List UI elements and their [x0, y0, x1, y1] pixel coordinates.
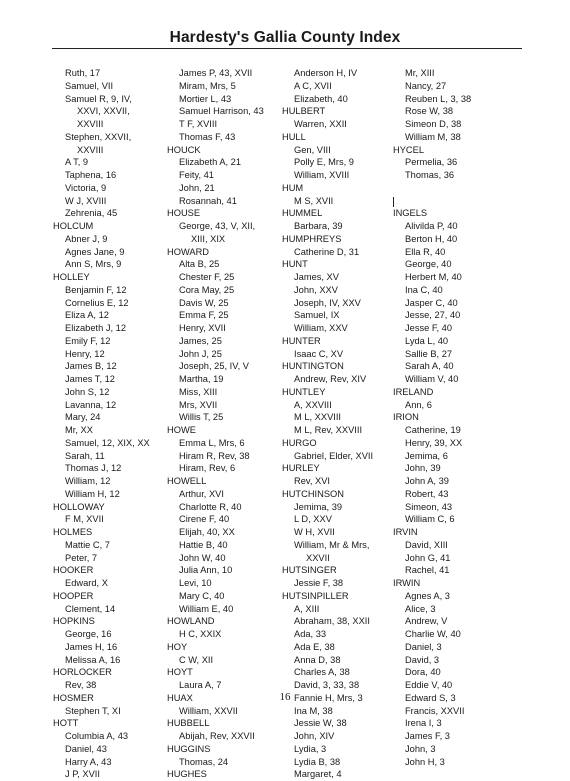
- index-entry: Zehrenia, 45: [65, 208, 118, 219]
- index-entry: Elizabeth, 40: [294, 93, 348, 104]
- index-entry: Miss, XIII: [179, 386, 218, 397]
- index-entry: Edward, X: [65, 578, 108, 588]
- surname-heading: HURLEY: [282, 463, 320, 474]
- index-entry: James, XV: [294, 272, 339, 282]
- surname-heading: HOWLAND: [167, 616, 215, 627]
- surname-heading: HYCEL: [393, 144, 425, 155]
- index-entry: Francis, XXVII: [405, 705, 465, 716]
- index-entry: Lydia B, 38: [294, 756, 341, 767]
- index-entry: Emily F, 12: [65, 335, 111, 346]
- index-column-4: [393, 67, 513, 768]
- index-columns: [0, 67, 570, 780]
- index-entry: Henry, 12: [65, 348, 105, 359]
- index-entry: James F, 3: [405, 731, 450, 741]
- index-entry: Catherine D, 31: [294, 246, 360, 257]
- index-entry: Simeon D, 38: [405, 119, 462, 129]
- surname-heading: HUGGINS: [167, 743, 211, 754]
- section-letter-marker: [393, 195, 513, 208]
- index-entry: Hiram R, Rev, 38: [179, 450, 250, 461]
- index-entry: John, XIV: [294, 731, 335, 741]
- surname-heading: HOSMER: [53, 692, 94, 703]
- index-entry: James B, 12: [65, 361, 117, 372]
- index-entry: Margaret, 4: [294, 769, 342, 780]
- page-title: Hardesty's Gallia County Index: [169, 29, 401, 46]
- index-entry: Stephen T, XI: [65, 705, 121, 716]
- index-entry: Cornelius E, 12: [65, 297, 129, 308]
- surname-heading: HURGO: [282, 437, 317, 448]
- index-entry: F M, XVII: [65, 514, 104, 525]
- index-entry: Jemima, 6: [405, 450, 448, 461]
- index-entry: Daniel, 3: [405, 641, 442, 652]
- surname-heading: HUGHES: [167, 769, 207, 780]
- index-entry: A T, 9: [65, 157, 89, 168]
- index-entry: Elizabeth A, 21: [179, 157, 242, 168]
- index-entry: M L, XXVIII: [294, 412, 342, 423]
- index-entry: Sarah A, 40: [405, 361, 454, 372]
- index-entry: T F, XVIII: [179, 119, 218, 129]
- index-entry: A, XXVIII: [294, 399, 332, 410]
- index-entry: Arthur, XVI: [179, 488, 224, 499]
- index-entry: Abraham, 38, XXII: [294, 616, 370, 627]
- index-entry: Ina C, 40: [405, 284, 443, 295]
- surname-heading: HUNTER: [282, 335, 321, 346]
- index-entry: Agnes Jane, 9: [65, 246, 125, 257]
- index-entry: Abner J, 9: [65, 233, 108, 244]
- index-entry: John, 21: [179, 182, 215, 193]
- index-entry: Jesse, 27, 40: [405, 310, 461, 321]
- index-entry: Joseph, IV, XXV: [294, 297, 361, 308]
- index-entry: XXVIII: [77, 119, 104, 129]
- index-entry: Mary, 24: [65, 412, 101, 423]
- index-entry: Charles A, 38: [294, 667, 350, 678]
- index-entry: Robert, 43: [405, 488, 449, 499]
- index-entry: Nancy, 27: [405, 80, 447, 91]
- index-entry: Joseph, 25, IV, V: [179, 361, 249, 372]
- index-entry: John J, 25: [179, 348, 222, 359]
- surname-heading: HOWARD: [167, 246, 210, 257]
- surname-heading: HOLCUM: [53, 221, 94, 231]
- index-entry: Ann, 6: [405, 399, 432, 410]
- surname-heading: HUNTLEY: [282, 386, 326, 397]
- index-entry: Simeon, 43: [405, 501, 453, 512]
- surname-heading: HUMPHREYS: [282, 233, 342, 244]
- index-entry: Warren, XXII: [294, 119, 347, 129]
- index-entry: Edward S, 3: [405, 692, 456, 703]
- title-rule: [52, 48, 522, 49]
- index-entry: John S, 12: [65, 386, 110, 397]
- index-entry: William, 12: [65, 476, 111, 486]
- index-entry: Henry, XVII: [179, 323, 226, 333]
- index-entry: Permelia, 36: [405, 157, 458, 168]
- index-entry: Benjamin F, 12: [65, 284, 127, 295]
- index-entry: John W, 40: [179, 552, 226, 563]
- index-entry: Stephen, XXVII,: [65, 131, 132, 142]
- surname-heading: HULBERT: [282, 106, 326, 117]
- surname-heading: IRELAND: [393, 386, 434, 397]
- surname-heading: HOOKER: [53, 565, 94, 576]
- index-entry: Ruth, 17: [65, 68, 101, 78]
- index-entry: John G, 41: [405, 552, 451, 563]
- index-entry: Catherine, 19: [405, 425, 461, 435]
- index-entry: Jessie W, 38: [294, 718, 347, 729]
- index-entry: A, XIII: [294, 603, 320, 614]
- index-entry: John, 39: [405, 463, 441, 474]
- surname-heading: HOYT: [167, 667, 193, 678]
- surname-heading: HORLOCKER: [53, 667, 112, 678]
- index-entry: Andrew, V: [405, 616, 448, 627]
- index-entry: Rachel, 41: [405, 565, 450, 576]
- index-entry: Anna D, 38: [294, 654, 341, 665]
- index-entry: Samuel Harrison, 43: [179, 106, 264, 117]
- index-entry: James, 25: [179, 335, 222, 346]
- index-entry: Sarah, 11: [65, 450, 105, 461]
- index-entry: Thomas, 36: [405, 170, 455, 180]
- index-entry: XXVII: [306, 552, 330, 563]
- page-number: 16: [279, 691, 291, 703]
- index-entry: James P, 43, XVII: [179, 68, 253, 78]
- surname-heading: HOLMES: [53, 527, 93, 537]
- index-entry: Reuben L, 3, 38: [405, 93, 472, 104]
- surname-heading: IRWIN: [393, 578, 421, 588]
- index-entry: H C, XXIX: [179, 629, 222, 639]
- index-entry: Henry, 39, XX: [405, 437, 463, 448]
- index-entry: M L, Rev, XXVIII: [294, 425, 363, 435]
- index-entry: Eddie V, 40: [405, 680, 453, 690]
- index-entry: John A, 39: [405, 476, 449, 486]
- index-entry: Thomas J, 12: [65, 463, 122, 474]
- index-entry: Mortier L, 43: [179, 93, 232, 104]
- index-entry: Polly E, Mrs, 9: [294, 157, 354, 168]
- index-entry: A C, XVII: [294, 80, 332, 91]
- index-entry: James T, 12: [65, 374, 115, 384]
- index-entry: Elizabeth J, 12: [65, 323, 126, 333]
- index-entry: Davis W, 25: [179, 297, 229, 308]
- index-entry: Samuel, 12, XIX, XX: [65, 437, 150, 448]
- index-entry: Jemima, 39: [294, 501, 343, 512]
- index-entry: Irena I, 3: [405, 718, 442, 729]
- index-entry: Feity, 41: [179, 170, 214, 180]
- index-entry: Charlotte R, 40: [179, 501, 242, 512]
- index-entry: Alivilda P, 40: [405, 221, 458, 231]
- surname-heading: HULL: [282, 131, 306, 142]
- index-column-3: [282, 67, 397, 781]
- index-entry: Mattie C, 7: [65, 539, 110, 550]
- surname-heading: IRION: [393, 412, 419, 423]
- index-entry: George, 40: [405, 259, 452, 270]
- surname-heading: HOPKINS: [53, 616, 95, 627]
- index-entry: Rev, XVI: [294, 476, 330, 486]
- index-entry: William, XXV: [294, 323, 348, 333]
- index-entry: George, 43, V, XII,: [179, 221, 256, 231]
- index-entry: Columbia A, 43: [65, 731, 129, 741]
- index-entry: Samuel, VII: [65, 80, 114, 91]
- surname-heading: HOWE: [167, 425, 196, 435]
- index-entry: XXVI, XXVII,: [77, 106, 130, 117]
- index-entry: David, XIII: [405, 539, 448, 550]
- surname-heading: HUAX: [167, 692, 193, 703]
- index-entry: Ella R, 40: [405, 246, 446, 257]
- index-entry: William, XXVII: [179, 705, 238, 716]
- index-entry: Peter, 7: [65, 552, 98, 563]
- index-entry: XIII, XIX: [191, 233, 226, 244]
- index-entry: W J, XVIII: [65, 195, 107, 206]
- index-entry: Chester F, 25: [179, 272, 235, 282]
- surname-heading: HOY: [167, 641, 188, 652]
- index-entry: William V, 40: [405, 374, 459, 384]
- index-entry: Jasper C, 40: [405, 297, 458, 308]
- blank-line: [393, 182, 513, 195]
- index-entry: Gabriel, Elder, XVII: [294, 450, 374, 461]
- index-entry: Julia Ann, 10: [179, 565, 233, 576]
- index-entry: Samuel, IX: [294, 310, 340, 321]
- index-entry: XXVIII: [77, 144, 104, 155]
- index-entry: Isaac C, XV: [294, 348, 344, 359]
- index-entry: Martha, 19: [179, 374, 224, 384]
- index-entry: Rosannah, 41: [179, 195, 237, 206]
- index-entry: Lyda L, 40: [405, 335, 449, 346]
- index-entry: Mr, XX: [65, 425, 93, 435]
- index-entry: Herbert M, 40: [405, 272, 462, 282]
- index-entry: William H, 12: [65, 488, 120, 499]
- surname-heading: HUTCHINSON: [282, 488, 344, 499]
- index-entry: John, XXV: [294, 284, 338, 295]
- index-entry: Fannie H, Mrs, 3: [294, 692, 363, 703]
- index-entry: Abijah, Rev, XXVII: [179, 731, 255, 741]
- index-entry: Levi, 10: [179, 578, 212, 588]
- surname-heading: HUM: [282, 182, 304, 193]
- surname-heading: HUBBELL: [167, 718, 210, 729]
- index-entry: Charlie W, 40: [405, 629, 461, 639]
- index-entry: Ann S, Mrs, 9: [65, 259, 122, 270]
- index-column-2: [167, 67, 282, 781]
- index-entry: Sallie B, 27: [405, 348, 453, 359]
- index-entry: C W, XII: [179, 654, 214, 665]
- index-entry: William M, 38: [405, 131, 461, 142]
- index-entry: William E, 40: [179, 603, 234, 614]
- surname-heading: HUTSINGER: [282, 565, 337, 576]
- index-entry: Willis T, 25: [179, 412, 224, 423]
- index-entry: David, 3: [405, 654, 440, 665]
- index-entry: Thomas F, 43: [179, 131, 236, 142]
- index-entry: Taphena, 16: [65, 170, 117, 180]
- index-entry: William C, 6: [405, 514, 455, 525]
- surname-heading: HUNTINGTON: [282, 361, 344, 372]
- surname-heading: HOLLEY: [53, 272, 90, 282]
- index-entry: Gen, VIII: [294, 144, 331, 155]
- index-entry: Berton H, 40: [405, 233, 458, 244]
- index-entry: Mary C, 40: [179, 590, 225, 601]
- index-entry: Emma F, 25: [179, 310, 229, 321]
- index-entry: William, XVIII: [294, 170, 350, 180]
- index-entry: Hiram, Rev, 6: [179, 463, 236, 474]
- index-entry: Clement, 14: [65, 603, 116, 614]
- index-entry: Lavanna, 12: [65, 399, 117, 410]
- index-entry: James H, 16: [65, 641, 118, 652]
- index-entry: J P, XVII: [65, 769, 100, 780]
- index-entry: Andrew, Rev, XIV: [294, 374, 367, 384]
- index-entry: Melissa A, 16: [65, 654, 121, 665]
- index-entry: Miram, Mrs, 5: [179, 80, 236, 91]
- index-entry: Jesse F, 40: [405, 323, 453, 333]
- index-entry: Ina M, 38: [294, 705, 333, 716]
- surname-heading: HUMMEL: [282, 208, 323, 219]
- index-entry: John H, 3: [405, 756, 445, 767]
- surname-heading: HOUSE: [167, 208, 201, 219]
- index-entry: L D, XXV: [294, 514, 332, 525]
- index-entry: Rose W, 38: [405, 106, 454, 117]
- surname-heading: IRVIN: [393, 527, 418, 537]
- index-entry: Jessie F, 38: [294, 578, 344, 588]
- index-entry: Hattie B, 40: [179, 539, 228, 550]
- surname-heading: HOOPER: [53, 590, 94, 601]
- index-entry: Thomas, 24: [179, 756, 229, 767]
- index-entry: William, Mr & Mrs,: [294, 539, 370, 550]
- index-entry: Daniel, 43: [65, 743, 107, 754]
- index-entry: Victoria, 9: [65, 182, 107, 193]
- surname-heading: HUTSINPILLER: [282, 590, 349, 601]
- index-entry: Ada E, 38: [294, 641, 335, 652]
- surname-heading: HOWELL: [167, 476, 207, 486]
- surname-heading: HUNT: [282, 259, 308, 270]
- index-entry: Dora, 40: [405, 667, 441, 678]
- index-entry: Anderson H, IV: [294, 68, 358, 78]
- index-entry: Barbara, 39: [294, 221, 343, 231]
- index-entry: Laura A, 7: [179, 680, 222, 690]
- index-entry: Agnes A, 3: [405, 590, 450, 601]
- index-entry: Cora May, 25: [179, 284, 235, 295]
- index-entry: Harry A, 43: [65, 756, 112, 767]
- index-entry: Alta B, 25: [179, 259, 220, 270]
- index-entry: Mrs, XVII: [179, 399, 218, 410]
- index-entry: W H, XVII: [294, 527, 335, 537]
- index-entry: John, 3: [405, 743, 436, 754]
- index-entry: Emma L, Mrs, 6: [179, 437, 245, 448]
- index-entry: Cirene F, 40: [179, 514, 230, 525]
- section-letter-bar: [393, 197, 394, 207]
- index-entry: Mr, XIII: [405, 68, 435, 78]
- index-column-1: [53, 67, 163, 781]
- index-entry: David, 3, 33, 38: [294, 680, 360, 690]
- index-entry: Ada, 33: [294, 629, 327, 639]
- index-entry: Rev, 38: [65, 680, 97, 690]
- index-entry: Lydia, 3: [294, 743, 327, 754]
- surname-heading: HOTT: [53, 718, 79, 729]
- index-entry: Elijah, 40, XX: [179, 527, 235, 537]
- index-entry: Eliza A, 12: [65, 310, 109, 321]
- index-entry: George, 16: [65, 629, 112, 639]
- index-entry: M S, XVII: [294, 195, 334, 206]
- index-entry: Samuel R, 9, IV,: [65, 93, 132, 104]
- surname-heading: INGELS: [393, 208, 428, 219]
- surname-heading: HOLLOWAY: [53, 501, 105, 512]
- index-entry: Alice, 3: [405, 603, 436, 614]
- surname-heading: HOUCK: [167, 144, 201, 155]
